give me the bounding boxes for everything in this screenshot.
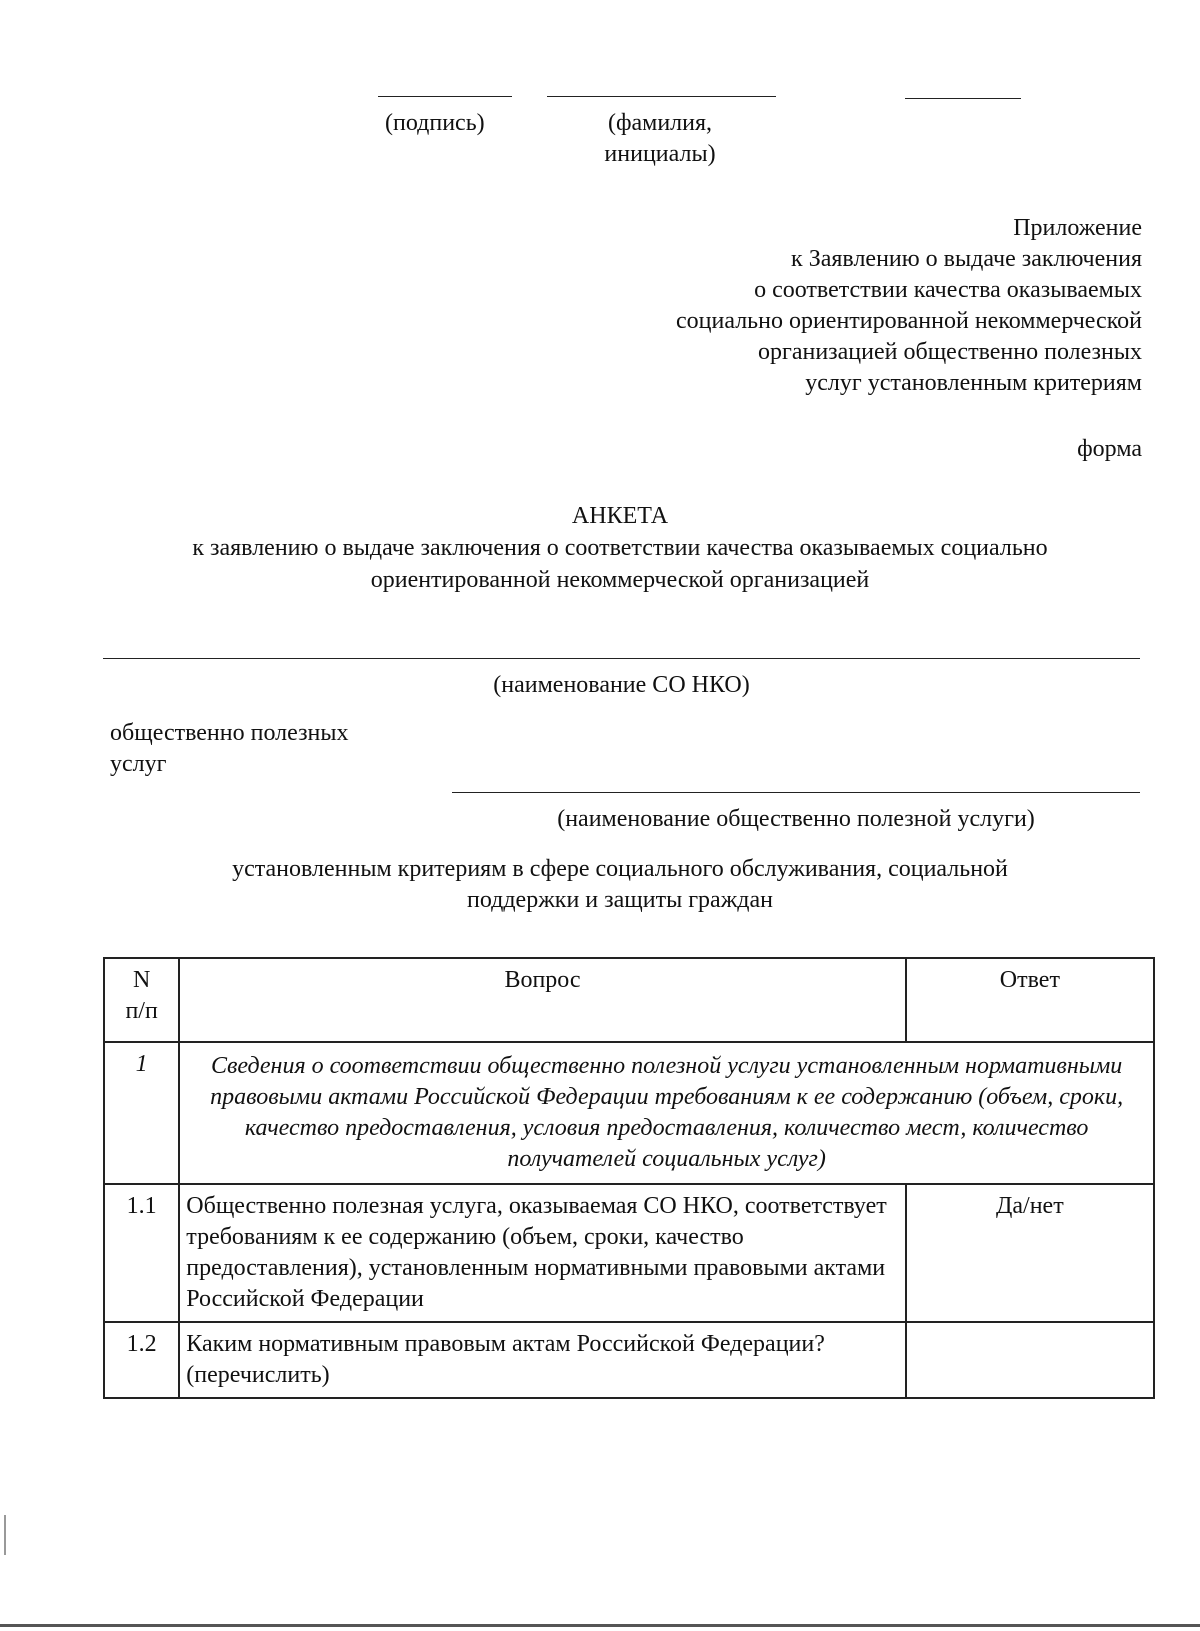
services-label (110, 718, 349, 780)
header-answer: Ответ (906, 958, 1154, 1042)
criteria-text (100, 854, 1140, 916)
scan-bottom-edge (0, 1624, 1200, 1627)
table-row (104, 1184, 1154, 1322)
table-header-row (104, 958, 1154, 1042)
scan-edge-mark (4, 1515, 6, 1555)
name-caption-line1: (фамилия, (607, 110, 713, 136)
row-answer: Да/нет (906, 1184, 1154, 1322)
criteria-line: поддержки и защиты граждан (466, 887, 773, 913)
row-question (179, 1322, 905, 1398)
appendix-line: социально ориентированной некоммерческой (675, 308, 1142, 334)
title-subline: к заявлению о выдаче заключения о соответствии качества оказываемых социально (192, 535, 1048, 561)
appendix-line: о соответствии качества оказываемых (754, 277, 1142, 303)
row-num: 1.1 (104, 1184, 179, 1322)
criteria-line: установленным критериям в сфере социального обслуживания, социальной (232, 856, 1008, 882)
appendix-line: Приложение (1013, 215, 1142, 241)
title-block (100, 500, 1140, 596)
signature-line (378, 96, 512, 97)
header-num (104, 958, 179, 1042)
header-num-line2: п/п (125, 998, 158, 1024)
name-line (547, 96, 776, 97)
name-caption-line2: инициалы) (604, 141, 716, 167)
date-line (905, 98, 1021, 99)
title-subline: ориентированной некоммерческой организацией (370, 567, 870, 593)
section-row (104, 1042, 1154, 1184)
header-num-line1: N (132, 967, 151, 993)
row-question-line: Каким нормативным правовым актам Российской Федерации? (186, 1331, 825, 1357)
appendix-line: к Заявлению о выдаче заключения (791, 246, 1142, 272)
appendix-line: организацией общественно полезных (757, 339, 1142, 365)
form-label: форма (1077, 436, 1142, 462)
appendix-line: услуг установленным критериям (805, 370, 1142, 396)
header-question: Вопрос (179, 958, 905, 1042)
questionnaire-table (103, 957, 1155, 1399)
services-label-line1: общественно полезных (110, 720, 349, 746)
row-num: 1.2 (104, 1322, 179, 1398)
page-title: АНКЕТА (571, 503, 669, 529)
name-caption (580, 108, 740, 170)
service-caption: (наименование общественно полезной услуги) (557, 806, 1035, 832)
nko-name-line (103, 658, 1140, 659)
row-question-line: (перечислить) (186, 1362, 330, 1388)
appendix-block (676, 213, 1142, 399)
nko-caption: (наименование СО НКО) (493, 672, 750, 698)
section-text: Сведения о соответствии общественно полезной услуги установленным нормативными правовыми актами Российской Федерации требованиям к ее содержанию (объем, сроки, качество предоставления, условия предоставления, количество мест, количество получателей социальных услуг) (179, 1042, 1154, 1184)
row-question: Общественно полезная услуга, оказываемая СО НКО, соответствует требованиям к ее содержанию (объем, сроки, качество предоставления), установленным нормативными правовыми актами Российской Федерации (179, 1184, 905, 1322)
signature-caption: (подпись) (385, 110, 485, 136)
service-name-line (452, 792, 1140, 793)
section-num: 1 (104, 1042, 179, 1184)
table-row (104, 1322, 1154, 1398)
services-label-line2: услуг (110, 751, 167, 777)
row-answer (906, 1322, 1154, 1398)
